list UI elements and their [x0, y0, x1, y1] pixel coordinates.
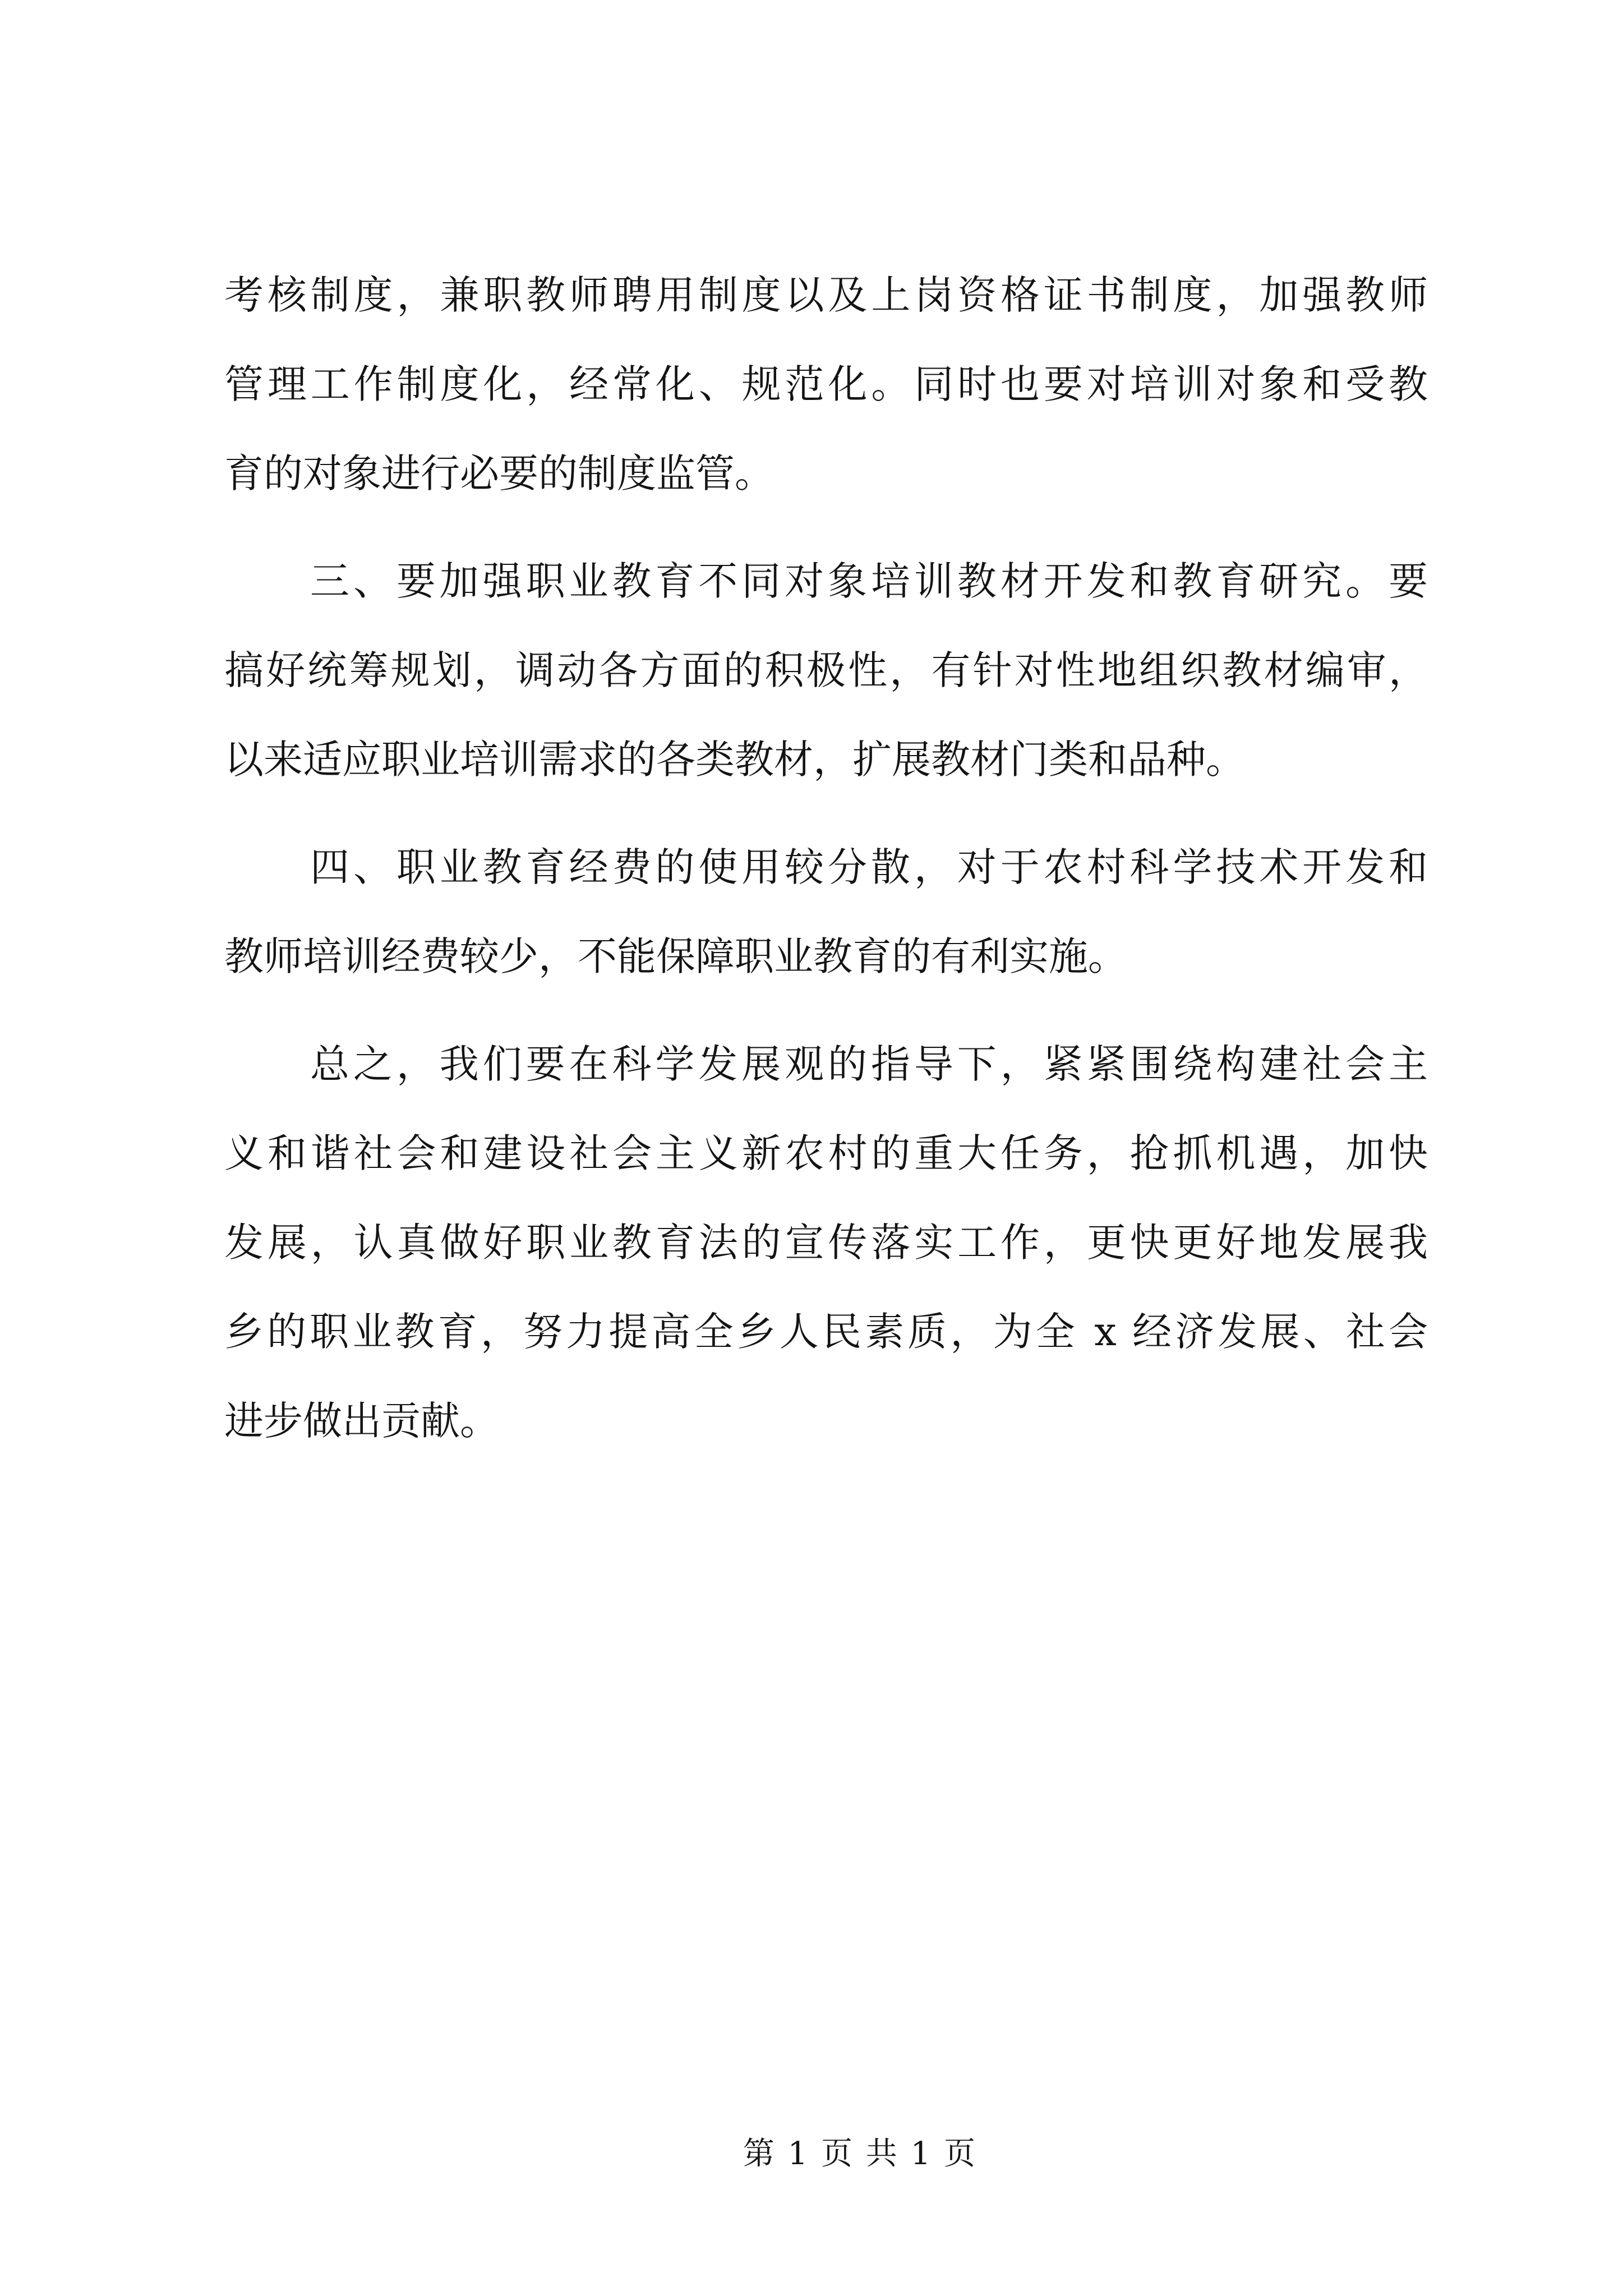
body-line: 育的对象进行必要的制度监管。	[224, 450, 774, 496]
body-line: 三、要加强职业教育不同对象培训教材开发和教育研究。要	[310, 558, 1428, 604]
body-line: 义和谐社会和建设社会主义新农村的重大任务，抢抓机遇，加快	[224, 1130, 1428, 1176]
paragraph	[224, 1020, 1428, 1466]
body-line: 进步做出贡献。	[224, 1398, 499, 1444]
body-line: 四、职业教育经费的使用较分散，对于农村科学技术开发和	[310, 844, 1428, 890]
paragraph	[224, 537, 1428, 804]
paragraph	[224, 823, 1428, 1001]
body-line: 教师培训经费较少，不能保障职业教育的有利实施。	[224, 933, 1127, 979]
body-line: 总之，我们要在科学发展观的指导下，紧紧围绕构建社会主	[310, 1041, 1428, 1087]
body-line: 管理工作制度化，经常化、规范化。同时也要对培训对象和受教	[224, 361, 1428, 407]
body-line: 发展，认真做好职业教育法的宣传落实工作，更快更好地发展我	[224, 1220, 1428, 1266]
document-body	[224, 251, 1428, 1466]
body-line: 以来适应职业培训需求的各类教材，扩展教材门类和品种。	[224, 737, 1245, 783]
body-line: 乡的职业教育，努力提高全乡人民素质，为全 x 经济发展、社会	[224, 1309, 1428, 1355]
body-line: 考核制度，兼职教师聘用制度以及上岗资格证书制度，加强教师	[224, 272, 1428, 318]
page-footer: 第 1 页 共 1 页	[743, 2136, 976, 2172]
paragraph	[224, 251, 1428, 518]
body-line: 搞好统筹规划，调动各方面的积极性，有针对性地组织教材编审，	[224, 647, 1428, 693]
